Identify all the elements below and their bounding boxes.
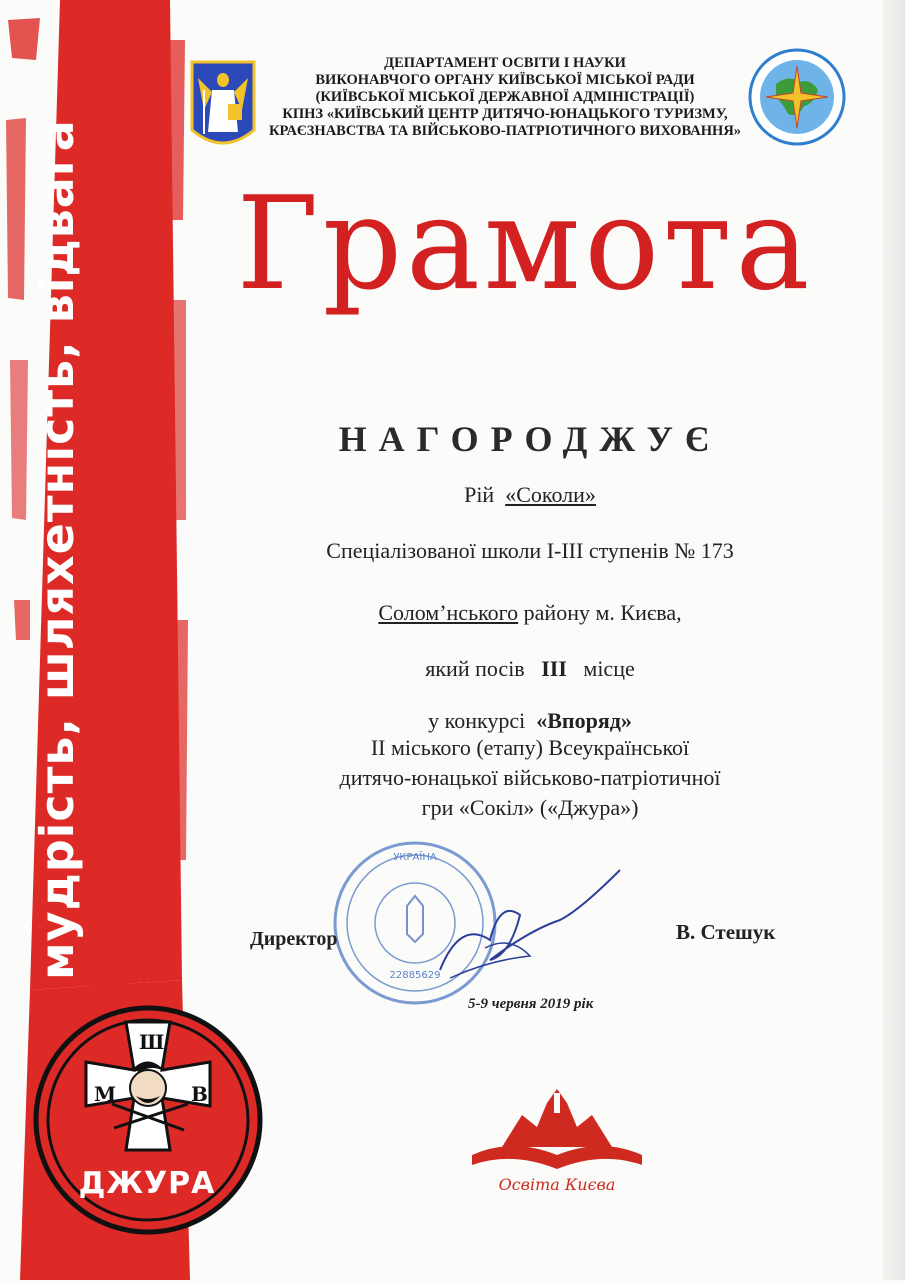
- district-rest: району м. Києва,: [518, 600, 682, 625]
- award-heading: НАГОРОДЖУЄ: [338, 419, 722, 459]
- place-value: ІІІ: [541, 656, 567, 681]
- issue-date: 5-9 червня 2019 рік: [468, 996, 594, 1012]
- header-line-5: КРАЄЗНАВСТВА ТА ВІЙСЬКОВО-ПАТРІОТИЧНОГО ВИХОВАННЯ»: [268, 123, 742, 139]
- contest-line: [200, 708, 860, 734]
- team-name: «Соколи»: [505, 482, 596, 507]
- stamp-code: 22885629: [389, 970, 441, 981]
- game-name-line: гри «Сокіл» («Джура»): [421, 795, 639, 820]
- signature-role: Директор: [250, 928, 338, 950]
- header-organization: [262, 55, 748, 140]
- district-line: [200, 600, 860, 626]
- kyiv-coat-of-arms-icon: [190, 60, 256, 156]
- team-line: [200, 482, 860, 508]
- header-line-2: ВИКОНАВЧОГО ОРГАНУ КИЇВСЬКОЇ МІСЬКОЇ РАДИ: [315, 72, 695, 88]
- stamp-ring-top: УКРАЇНА: [393, 852, 437, 863]
- signature-name: В. Стешук: [676, 920, 776, 944]
- header-line-3: (КИЇВСЬКОЇ МІСЬКОЇ ДЕРЖАВНОЇ АДМІНІСТРАЦІЇ): [315, 89, 695, 105]
- emblem-letter-left: М: [94, 1082, 117, 1106]
- stage-line: ІІ міського (етапу) Всеукраїнської: [370, 735, 690, 760]
- emblem-letter-right: В: [191, 1082, 208, 1106]
- contest-name: «Впоряд»: [536, 708, 632, 733]
- page-edge: [883, 0, 905, 1280]
- certificate-title: Грамота: [236, 170, 814, 319]
- school-line: Спеціалізованої школи І-ІІІ ступенів № 173: [326, 538, 734, 563]
- banner-motto: мудрість, шляхетність, відвага: [30, 119, 84, 980]
- place-line: [200, 656, 860, 682]
- place-prefix: який посів: [425, 656, 525, 681]
- header-line-4: КПНЗ «КИЇВСЬКИЙ ЦЕНТР ДИТЯЧО-ЮНАЦЬКОГО ТУРИЗМУ,: [282, 106, 728, 122]
- place-suffix: місце: [583, 656, 635, 681]
- contest-prefix: у конкурсі: [428, 708, 526, 733]
- team-prefix: Рій: [464, 482, 495, 507]
- kyiv-education-logo-icon: [462, 1085, 652, 1175]
- kyiv-education-logo-label: Освіта Києва: [498, 1175, 616, 1194]
- handwritten-signature: [430, 860, 630, 990]
- district-name: Солом’нського: [378, 600, 519, 625]
- header-line-1: ДЕПАРТАМЕНТ ОСВІТИ І НАУКИ: [384, 55, 626, 71]
- emblem-letter-top: Ш: [139, 1030, 165, 1054]
- center-globe-logo-icon: [748, 48, 846, 146]
- emblem-label: ДЖУРА: [78, 1166, 216, 1201]
- game-line: дитячо-юнацької військово-патріотичної: [339, 765, 721, 790]
